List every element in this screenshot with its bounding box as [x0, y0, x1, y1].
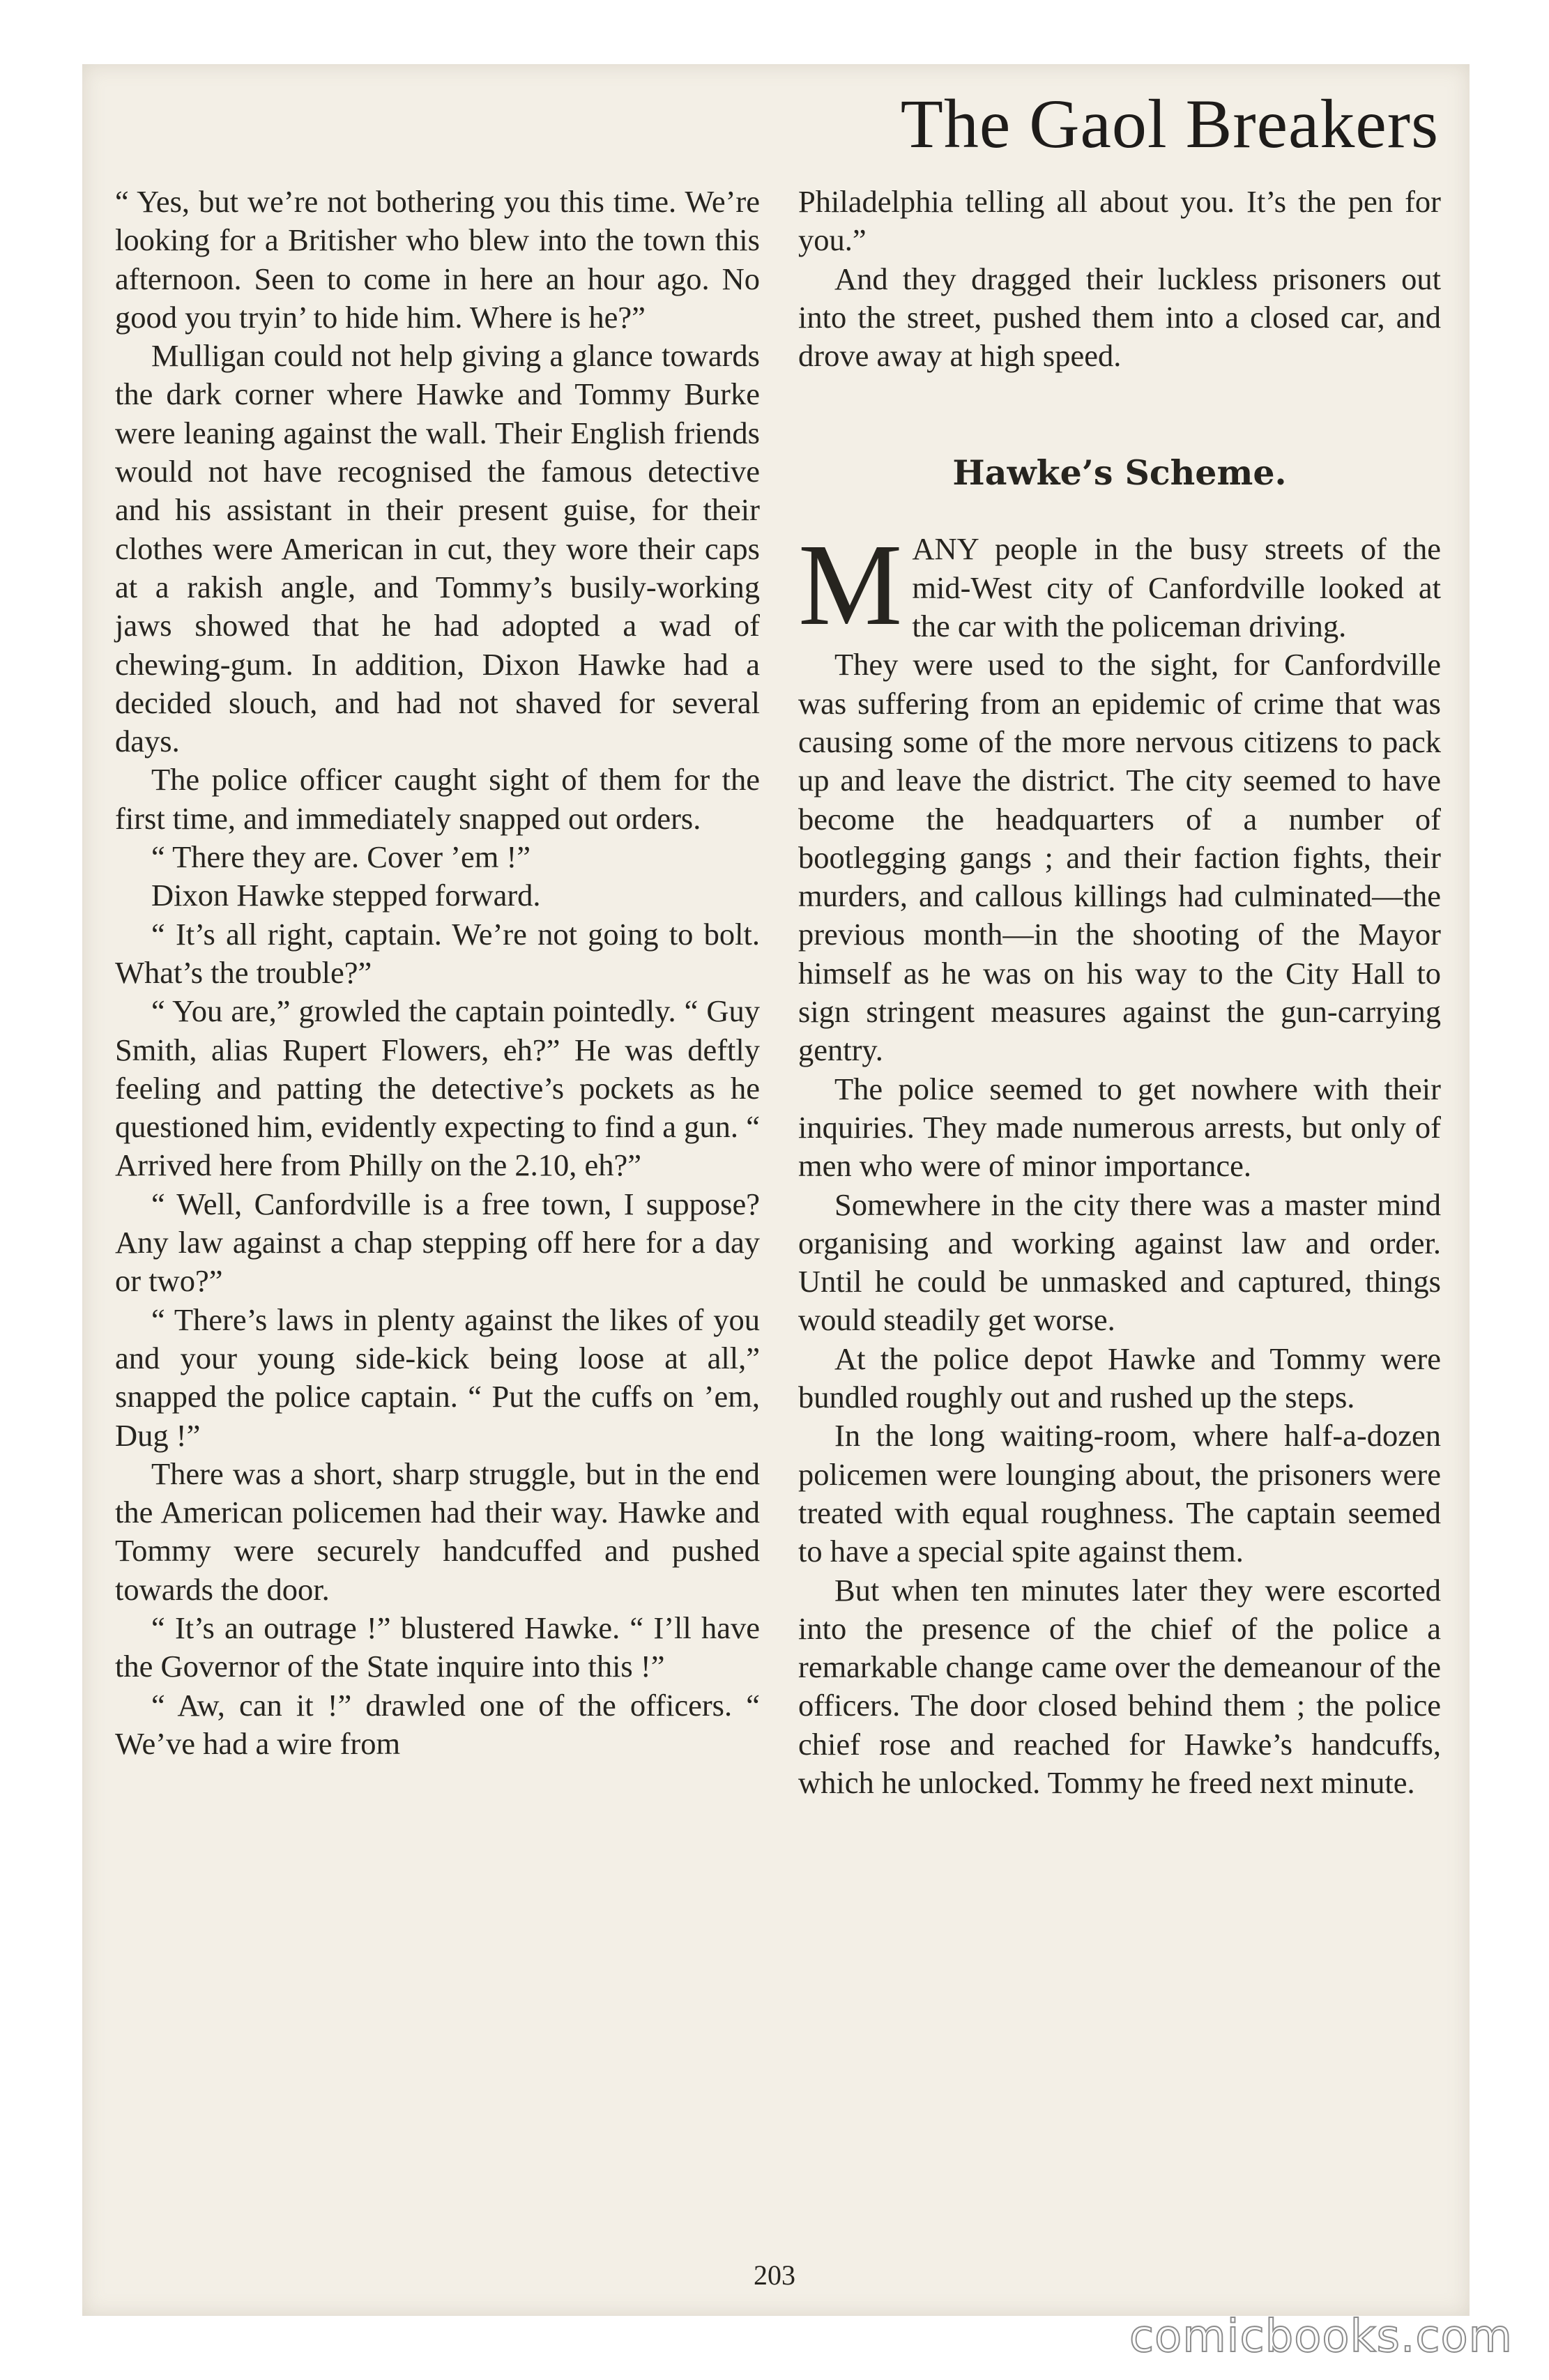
paragraph: “ Aw, can it !” drawled one of the officers. “ We’ve had a wire from [115, 1687, 760, 1761]
paragraph: “ There they are. Cover ’em !” [151, 839, 531, 875]
paragraph: They were used to the sight, for Canfordville was suffering from an epidemic of crime that was causing some of the more nervous citizens to pack up and leave the district. The city seemed to have become the headquarters of a number of bootlegging gangs ; and their faction fights, their murders, and callous killings had culminated—the previous month—in the shooting of the Mayor himself as he was on his way to the City Hall to sign stringent measures against the gun-carrying gentry. [798, 647, 1441, 1068]
drop-cap: M [798, 520, 903, 650]
paragraph: Philadelphia telling all about you. It’s the pen for you.” [798, 184, 1441, 258]
paragraph: The police seemed to get nowhere with their inquiries. They made numerous arrests, but only of men who were of minor importance. [798, 1071, 1441, 1184]
paragraph: “ Yes, but we’re not bothering you this time. We’re looking for a Britisher who blew into the town this afternoon. Seen to come in here an hour ago. No good you tryin’ to hide him. Where is he?” [115, 184, 760, 335]
paragraph: “ Well, Canfordville is a free town, I suppose? Any law against a chap stepping off here for a day or two?” [115, 1186, 760, 1299]
paragraph: But when ten minutes later they were escorted into the presence of the chief of the police a remarkable change came over the demeanour of the officers. The door closed behind them ; the police chief rose and reached for Hawke’s handcuffs, which he unlocked. Tommy he freed next minute. [798, 1572, 1441, 1800]
paragraph: Mulligan could not help giving a glance towards the dark corner where Hawke and Tommy Burke were leaning against the wall. Their English friends would not have recognised the famous detective and his assistant in their present guise, for their clothes were American in cut, they wore their caps at a rakish angle, and Tommy’s busily-working jaws showed that he had adopted a wad of chewing-gum. In addition, Dixon Hawke had a decided slouch, and had not shaved for several days. [115, 338, 760, 759]
paragraph: In the long waiting-room, where half-a-dozen policemen were lounging about, the prisoners were treated with equal roughness. The captain seemed to have a special spite against them. [798, 1418, 1441, 1569]
opening-paragraph-text: ANY people in the busy streets of the mid-West city of Canfordville looked at the car with the policeman driving. [912, 531, 1441, 644]
paragraph: Dixon Hawke stepped forward. [151, 878, 541, 913]
running-head: The Gaol Breakers [900, 85, 1439, 162]
paragraph: “ You are,” growled the captain pointedly. “ Guy Smith, alias Rupert Flowers, eh?” He was deftly feeling and patting the detective’s pockets as he questioned him, evidently expecting to find a gun. “ Arrived here from Philly on the 2.10, eh?” [115, 993, 760, 1183]
paragraph: “ There’s laws in plenty against the likes of you and your young side-kick being loose at all,” snapped the police captain. “ Put the cuffs on ’em, Dug !” [115, 1302, 760, 1453]
paragraph: There was a short, sharp struggle, but in the end the American policemen had their way. Hawke and Tommy were securely handcuffed and pushed towards the door. [115, 1456, 760, 1607]
opening-paragraph [798, 520, 1441, 650]
paragraph: At the police depot Hawke and Tommy were bundled roughly out and rushed up the steps. [798, 1341, 1441, 1415]
watermark: comicbooks.com [1129, 2311, 1513, 2363]
paragraph: “ It’s an outrage !” blustered Hawke. “ I’ll have the Governor of the State inquire into this !” [115, 1610, 760, 1684]
left-column [115, 183, 760, 1763]
paragraph: And they dragged their luckless prisoners out into the street, pushed them into a closed car, and drove away at high speed. [798, 261, 1441, 374]
page-number: 203 [754, 2259, 795, 2291]
right-column [798, 183, 1441, 1802]
section-heading: Hawke’s Scheme. [952, 452, 1287, 494]
paragraph: Somewhere in the city there was a master mind organising and working against law and order. Until he could be unmasked and captured, things would steadily get worse. [798, 1187, 1441, 1338]
paragraph: “ It’s all right, captain. We’re not going to bolt. What’s the trouble?” [115, 916, 760, 990]
paragraph: The police officer caught sight of them for the first time, and immediately snapped out orders. [115, 762, 760, 836]
